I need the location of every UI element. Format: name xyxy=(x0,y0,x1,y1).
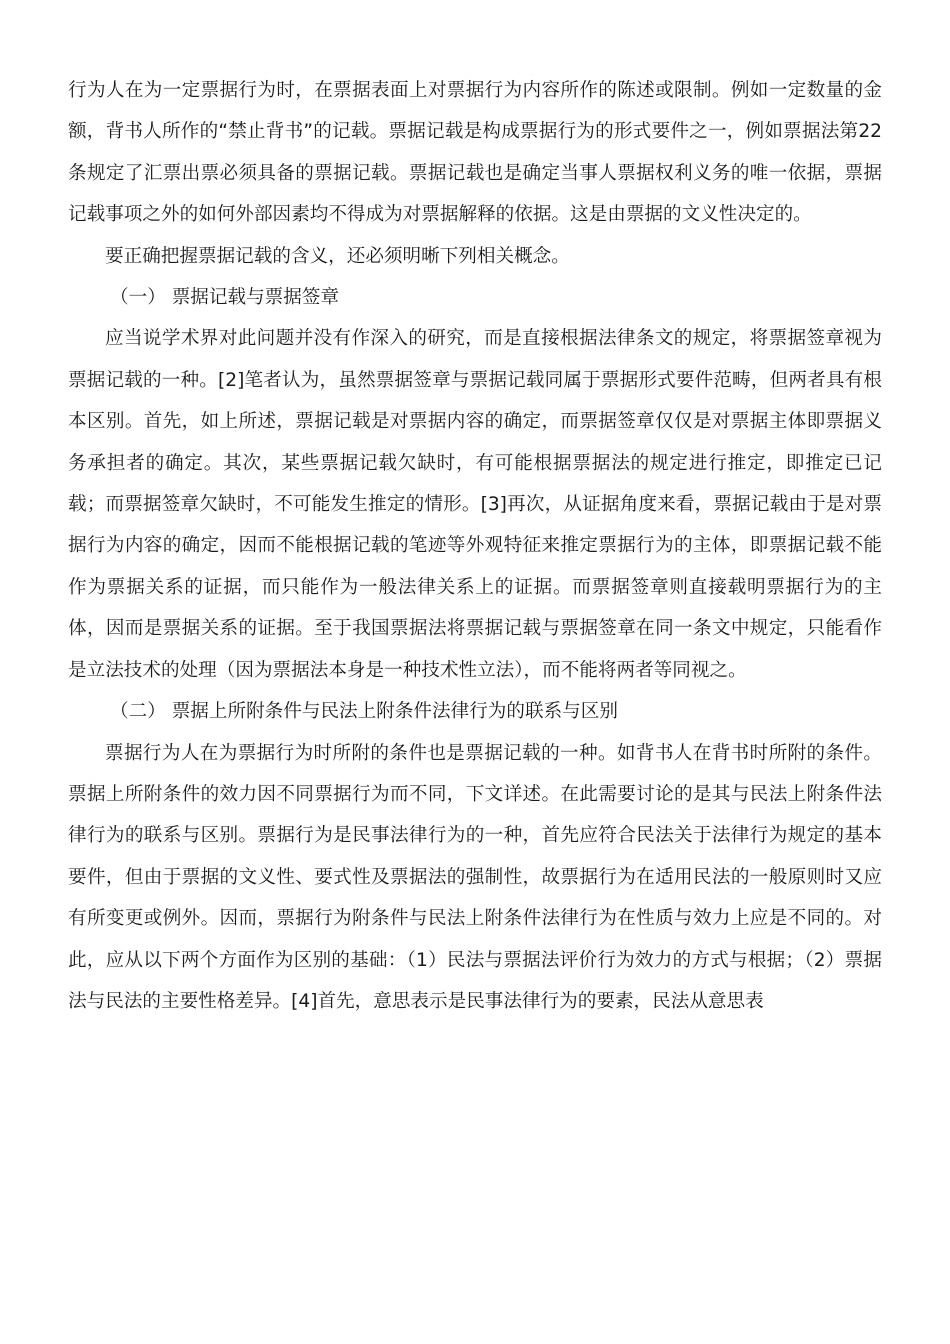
paragraph-signature-discussion: 应当说学术界对此问题并没有作深入的研究，而是直接根据法律条文的规定，将票据签章视为票据记载的一种。[2]笔者认为，虽然票据签章与票据记载同属于票据形式要件范畴，但两者具有根本区别。首先，如上所述，票据记载是对票据内容的确定，而票据签章仅仅是对票据主体即票据义务承担者的确定。其次，某些票据记载欠缺时，有可能根据票据法的规定进行推定，即推定已记载；而票据签章欠缺时，不可能发生推定的情形。[3]再次，从证据角度来看，票据记载由于是对票据行为内容的确定，因而不能根据记载的笔迹等外观特征来推定票据行为的主体，即票据记载不能作为票据关系的证据，而只能作为一般法律关系上的证据。而票据签章则直接载明票据行为的主体，因而是票据关系的证据。至于我国票据法将票据记载与票据签章在同一条文中规定，只能看作是立法技术的处理（因为票据法本身是一种技术性立法），而不能将两者等同视之。 xyxy=(68,328,882,681)
paragraph-continuation: 行为人在为一定票据行为时，在票据表面上对票据行为内容所作的陈述或限制。例如一定数量的金额，背书人所作的“禁止背书”的记载。票据记载是构成票据行为的形式要件之一，例如票据法第22条规定了汇票出票必须具备的票据记载。票据记载也是确定当事人票据权利义务的唯一依据，票据记载事项之外的如何外部因素均不得成为对票据解释的依据。这是由票据的文义性决定的。 xyxy=(68,80,882,226)
paragraph-intro: 要正确把握票据记载的含义，还必须明晰下列相关概念。 xyxy=(105,245,570,267)
document-page xyxy=(68,70,882,1022)
paragraph-conditions-discussion: 票据行为人在为票据行为时所附的条件也是票据记载的一种。如背书人在背书时所附的条件。票据上所附条件的效力因不同票据行为而不同，下文详述。在此需要讨论的是其与民法上附条件法律行为的联系与区别。票据行为是民事法律行为的一种，首先应符合民法关于法律行为规定的基本要件，但由于票据的文义性、要式性及票据法的强制性，故票据行为在适用民法的一般原则时又应有所变更或例外。因而，票据行为附条件与民法上附条件法律行为在性质与效力上应是不同的。对此，应从以下两个方面作为区别的基础：（1）民法与票据法评价行为效力的方式与根据；（2）票据法与民法的主要性格差异。[4]首先，意思表示是民事法律行为的要素，民法从意思表 xyxy=(68,742,882,1012)
section-heading-1: （一） 票据记载与票据签章 xyxy=(110,287,340,309)
section-heading-2: （二） 票据上所附条件与民法上附条件法律行为的联系与区别 xyxy=(110,701,618,723)
